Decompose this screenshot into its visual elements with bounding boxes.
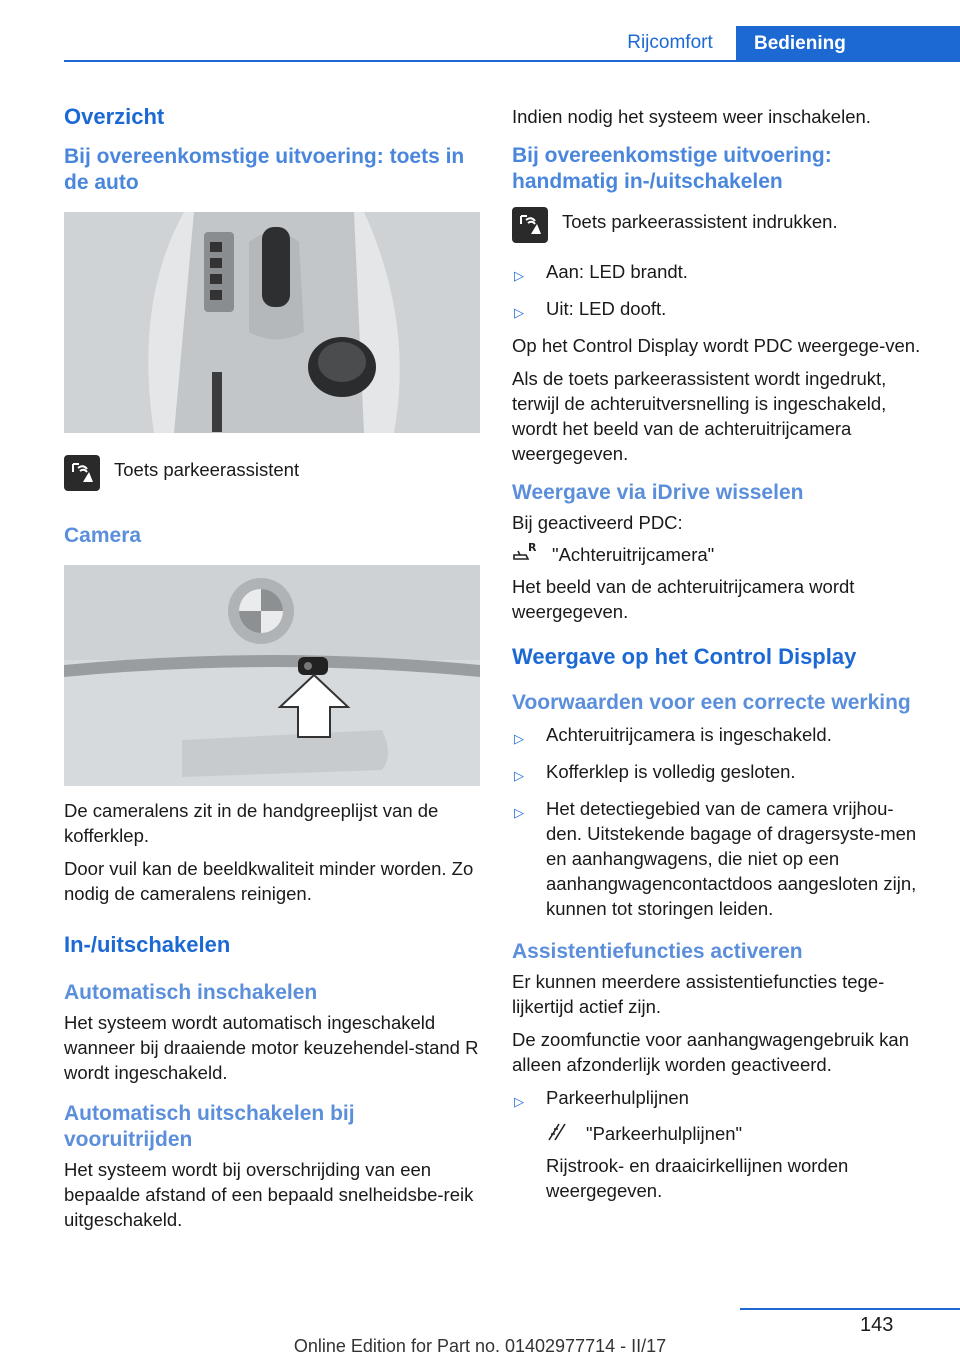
header-tab-rijcomfort[interactable]: Rijcomfort (627, 32, 713, 53)
indrukken-row (512, 207, 926, 243)
list-item: ▷ Kofferklep is volledig gesloten. (512, 759, 926, 788)
right-column (512, 100, 926, 1203)
heading-control-display: Weergave op het Control Display (512, 644, 857, 669)
guide-lines-icon (546, 1120, 578, 1147)
caption-toets-row (64, 455, 480, 491)
menu-achteruitrijcamera[interactable]: "Achteruitrijcamera" (552, 544, 715, 565)
list-item: ▷ Aan: LED brandt. (512, 259, 926, 288)
list-item: ▷ Parkeerhulplijnen (512, 1085, 926, 1114)
paragraph-vuil: Door vuil kan de beeldkwaliteit minder worden. Zo nodig de cameralens reinigen. (64, 858, 474, 904)
heading-handmatig: Bij overeenkomstige uitvoering: handmatig in-/uitschakelen (512, 144, 832, 193)
heading-toets: Bij overeenkomstige uitvoering: toets in de auto (64, 145, 465, 194)
header-rule (64, 60, 960, 62)
paragraph-lens: De cameralens zit in de handgreeplijst van de kofferklep. (64, 800, 439, 846)
voorwaarden-list (512, 722, 926, 921)
heading-overzicht: Overzicht (64, 104, 165, 129)
list-item: ▷ Achteruitrijcamera is ingeschakeld. (512, 722, 926, 751)
left-column (64, 100, 480, 1232)
heading-automatisch-uit: Automatisch uitschakelen bij vooruitrijden (64, 1102, 355, 1151)
paragraph-beeld: Het beeld van de achteruitrijcamera wordt weergegeven. (512, 576, 855, 622)
tailgate-illustration (64, 565, 480, 786)
heading-camera: Camera (64, 524, 142, 547)
camera-photo (64, 565, 480, 786)
paragraph-pdc: Op het Control Display wordt PDC weergege-ven. (512, 335, 921, 356)
heading-in-uitschakelen: In-/uitschakelen (64, 932, 231, 957)
heading-idrive: Weergave via iDrive wisselen (512, 481, 804, 504)
paragraph-indien: Indien nodig het systeem weer inschakelen. (512, 106, 871, 127)
console-photo (64, 212, 480, 433)
menu-camera-row (512, 541, 926, 568)
heading-voorwaarden: Voorwaarden voor een correcte werking (512, 691, 911, 714)
triangle-bullet-icon: ▷ (514, 268, 524, 283)
paragraph-indrukken: Toets parkeerassistent indrukken. (562, 211, 838, 232)
paragraph-meerdere: Er kunnen meerdere assistentiefuncties tege-lijkertijd actief zijn. (512, 971, 885, 1017)
paragraph-achteruit: Als de toets parkeerassistent wordt ingedrukt, terwijl de achteruitversnelling is ingeschakeld, wordt het beeld van de achteruitrijcamera weergegeven. (512, 368, 887, 464)
menu-parkeerhulplijnen[interactable]: "Parkeerhulplijnen" (586, 1123, 743, 1144)
triangle-bullet-icon: ▷ (514, 305, 524, 320)
triangle-bullet-icon: ▷ (514, 731, 524, 746)
paragraph-automatisch-in: Het systeem wordt automatisch ingeschakeld wanneer bij draaiende motor keuzehendel-stand R wordt ingeschakeld. (64, 1012, 479, 1083)
triangle-bullet-icon: ▷ (514, 805, 524, 820)
footer-rule (740, 1308, 960, 1310)
caption-toets: Toets parkeerassistent (114, 459, 300, 480)
triangle-bullet-icon: ▷ (514, 768, 524, 783)
rear-camera-icon (512, 541, 544, 568)
page-number: 143 (860, 1314, 894, 1336)
footer-edition: Online Edition for Part no. 01402977714 - II/17 (293, 1336, 667, 1356)
paragraph-bij-pdc: Bij geactiveerd PDC: (512, 512, 683, 533)
triangle-bullet-icon: ▷ (514, 1094, 524, 1109)
menu-hulplijnen-row (512, 1120, 926, 1147)
console-illustration (64, 212, 480, 433)
list-item: ▷ Het detectiegebied van de camera vrijhou-den. Uitstekende bagage of dragersyste-men en aanhangwagens, die niet op een aanhangwagencontactdoos aangesloten zijn, kunnen tot storingen leiden. (514, 798, 917, 919)
paragraph-zoom: De zoomfunctie voor aanhangwagengebruik kan alleen afzonderlijk worden geactiveerd. (512, 1029, 909, 1075)
parking-assistant-icon (512, 207, 548, 243)
paragraph-rijstrook: Rijstrook- en draaicirkellijnen worden weergegeven. (546, 1155, 849, 1201)
svg-text:R: R (528, 541, 537, 554)
led-list (512, 259, 926, 325)
parking-assistant-icon (64, 455, 100, 491)
header-tab-bediening[interactable]: Bediening (736, 26, 960, 62)
list-item: ▷ Uit: LED dooft. (512, 296, 926, 325)
heading-automatisch-in: Automatisch inschakelen (64, 981, 318, 1004)
assist-list (512, 1085, 926, 1114)
heading-assistentiefuncties: Assistentiefuncties activeren (512, 940, 803, 963)
paragraph-automatisch-uit: Het systeem wordt bij overschrijding van een bepaalde afstand of een bepaald snelheidsbe-reik uitgeschakeld. (64, 1159, 474, 1230)
